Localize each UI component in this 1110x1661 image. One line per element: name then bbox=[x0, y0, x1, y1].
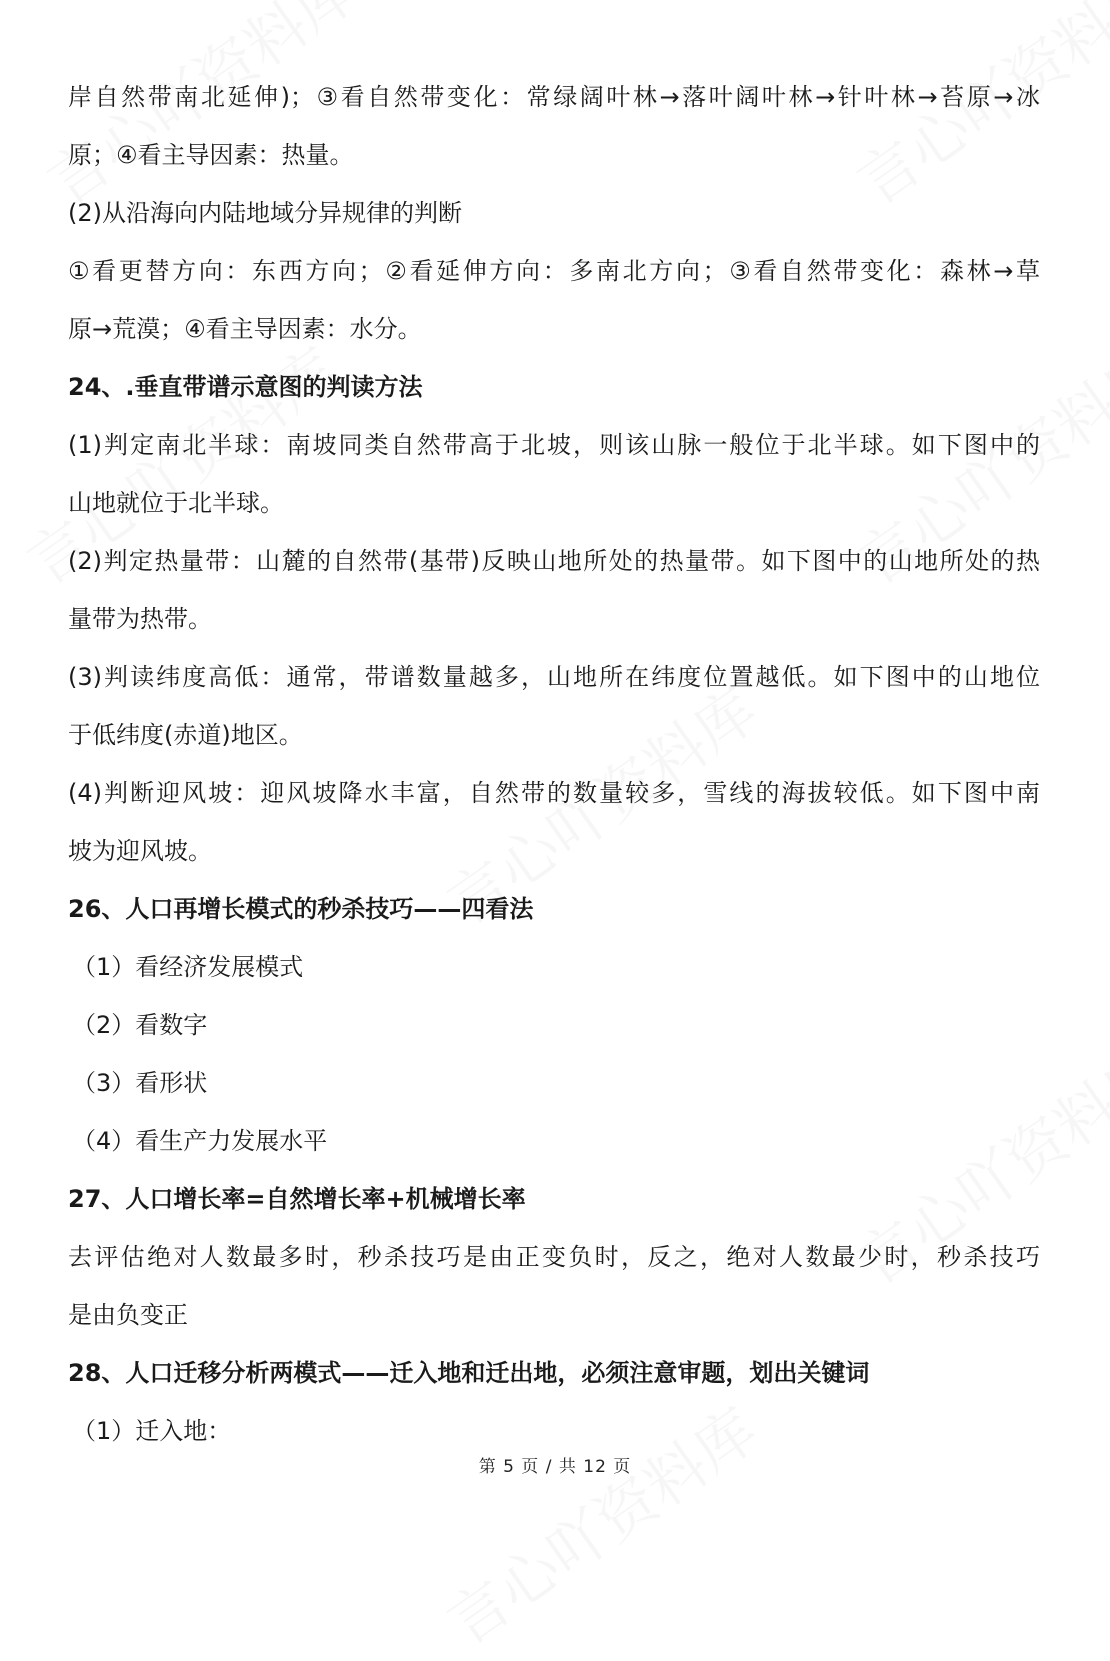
paragraph-line: (4)判断迎风坡：迎风坡降水丰富，自然带的数量较多，雪线的海拔较低。如下图中南 bbox=[68, 779, 1040, 807]
list-item: （2）看数字 bbox=[72, 1011, 208, 1039]
paragraph-line: 原；④看主导因素：热量。 bbox=[68, 141, 354, 169]
paragraph-line: 坡为迎风坡。 bbox=[68, 837, 212, 865]
paragraph-line: 岸自然带南北延伸)；③看自然带变化：常绿阔叶林→落叶阔叶林→针叶林→苔原→冰 bbox=[68, 83, 1040, 111]
paragraph-line: 山地就位于北半球。 bbox=[68, 489, 284, 517]
paragraph-line: (3)判读纬度高低：通常，带谱数量越多，山地所在纬度位置越低。如下图中的山地位 bbox=[68, 663, 1040, 691]
section-heading-24: 24、.垂直带谱示意图的判读方法 bbox=[68, 373, 423, 401]
paragraph-line: 去评估绝对人数最多时，秒杀技巧是由正变负时，反之，绝对人数最少时，秒杀技巧 bbox=[68, 1243, 1040, 1271]
paragraph-line: 于低纬度(赤道)地区。 bbox=[68, 721, 303, 749]
section-heading-26: 26、人口再增长模式的秒杀技巧——四看法 bbox=[68, 895, 534, 923]
paragraph-line: 量带为热带。 bbox=[68, 605, 212, 633]
list-item: （4）看生产力发展水平 bbox=[72, 1127, 328, 1155]
paragraph-line: 原→荒漠；④看主导因素：水分。 bbox=[68, 315, 422, 343]
paragraph-line: (1)判定南北半球：南坡同类自然带高于北坡，则该山脉一般位于北半球。如下图中的 bbox=[68, 431, 1040, 459]
subheading: (2)从沿海向内陆地域分异规律的判断 bbox=[68, 199, 462, 227]
paragraph-line: 是由负变正 bbox=[68, 1301, 188, 1329]
section-heading-28: 28、人口迁移分析两模式——迁入地和迁出地，必须注意审题，划出关键词 bbox=[68, 1359, 870, 1387]
paragraph-line: ①看更替方向：东西方向；②看延伸方向：多南北方向；③看自然带变化：森林→草 bbox=[68, 257, 1040, 285]
list-item: （3）看形状 bbox=[72, 1069, 208, 1097]
paragraph-line: (2)判定热量带：山麓的自然带(基带)反映山地所处的热量带。如下图中的山地所处的热 bbox=[68, 547, 1040, 575]
list-item: （1）迁入地： bbox=[72, 1417, 232, 1445]
page-footer: 第 5 页 / 共 12 页 bbox=[478, 1457, 632, 1477]
section-heading-27: 27、人口增长率=自然增长率+机械增长率 bbox=[68, 1185, 526, 1213]
list-item: （1）看经济发展模式 bbox=[72, 953, 304, 981]
